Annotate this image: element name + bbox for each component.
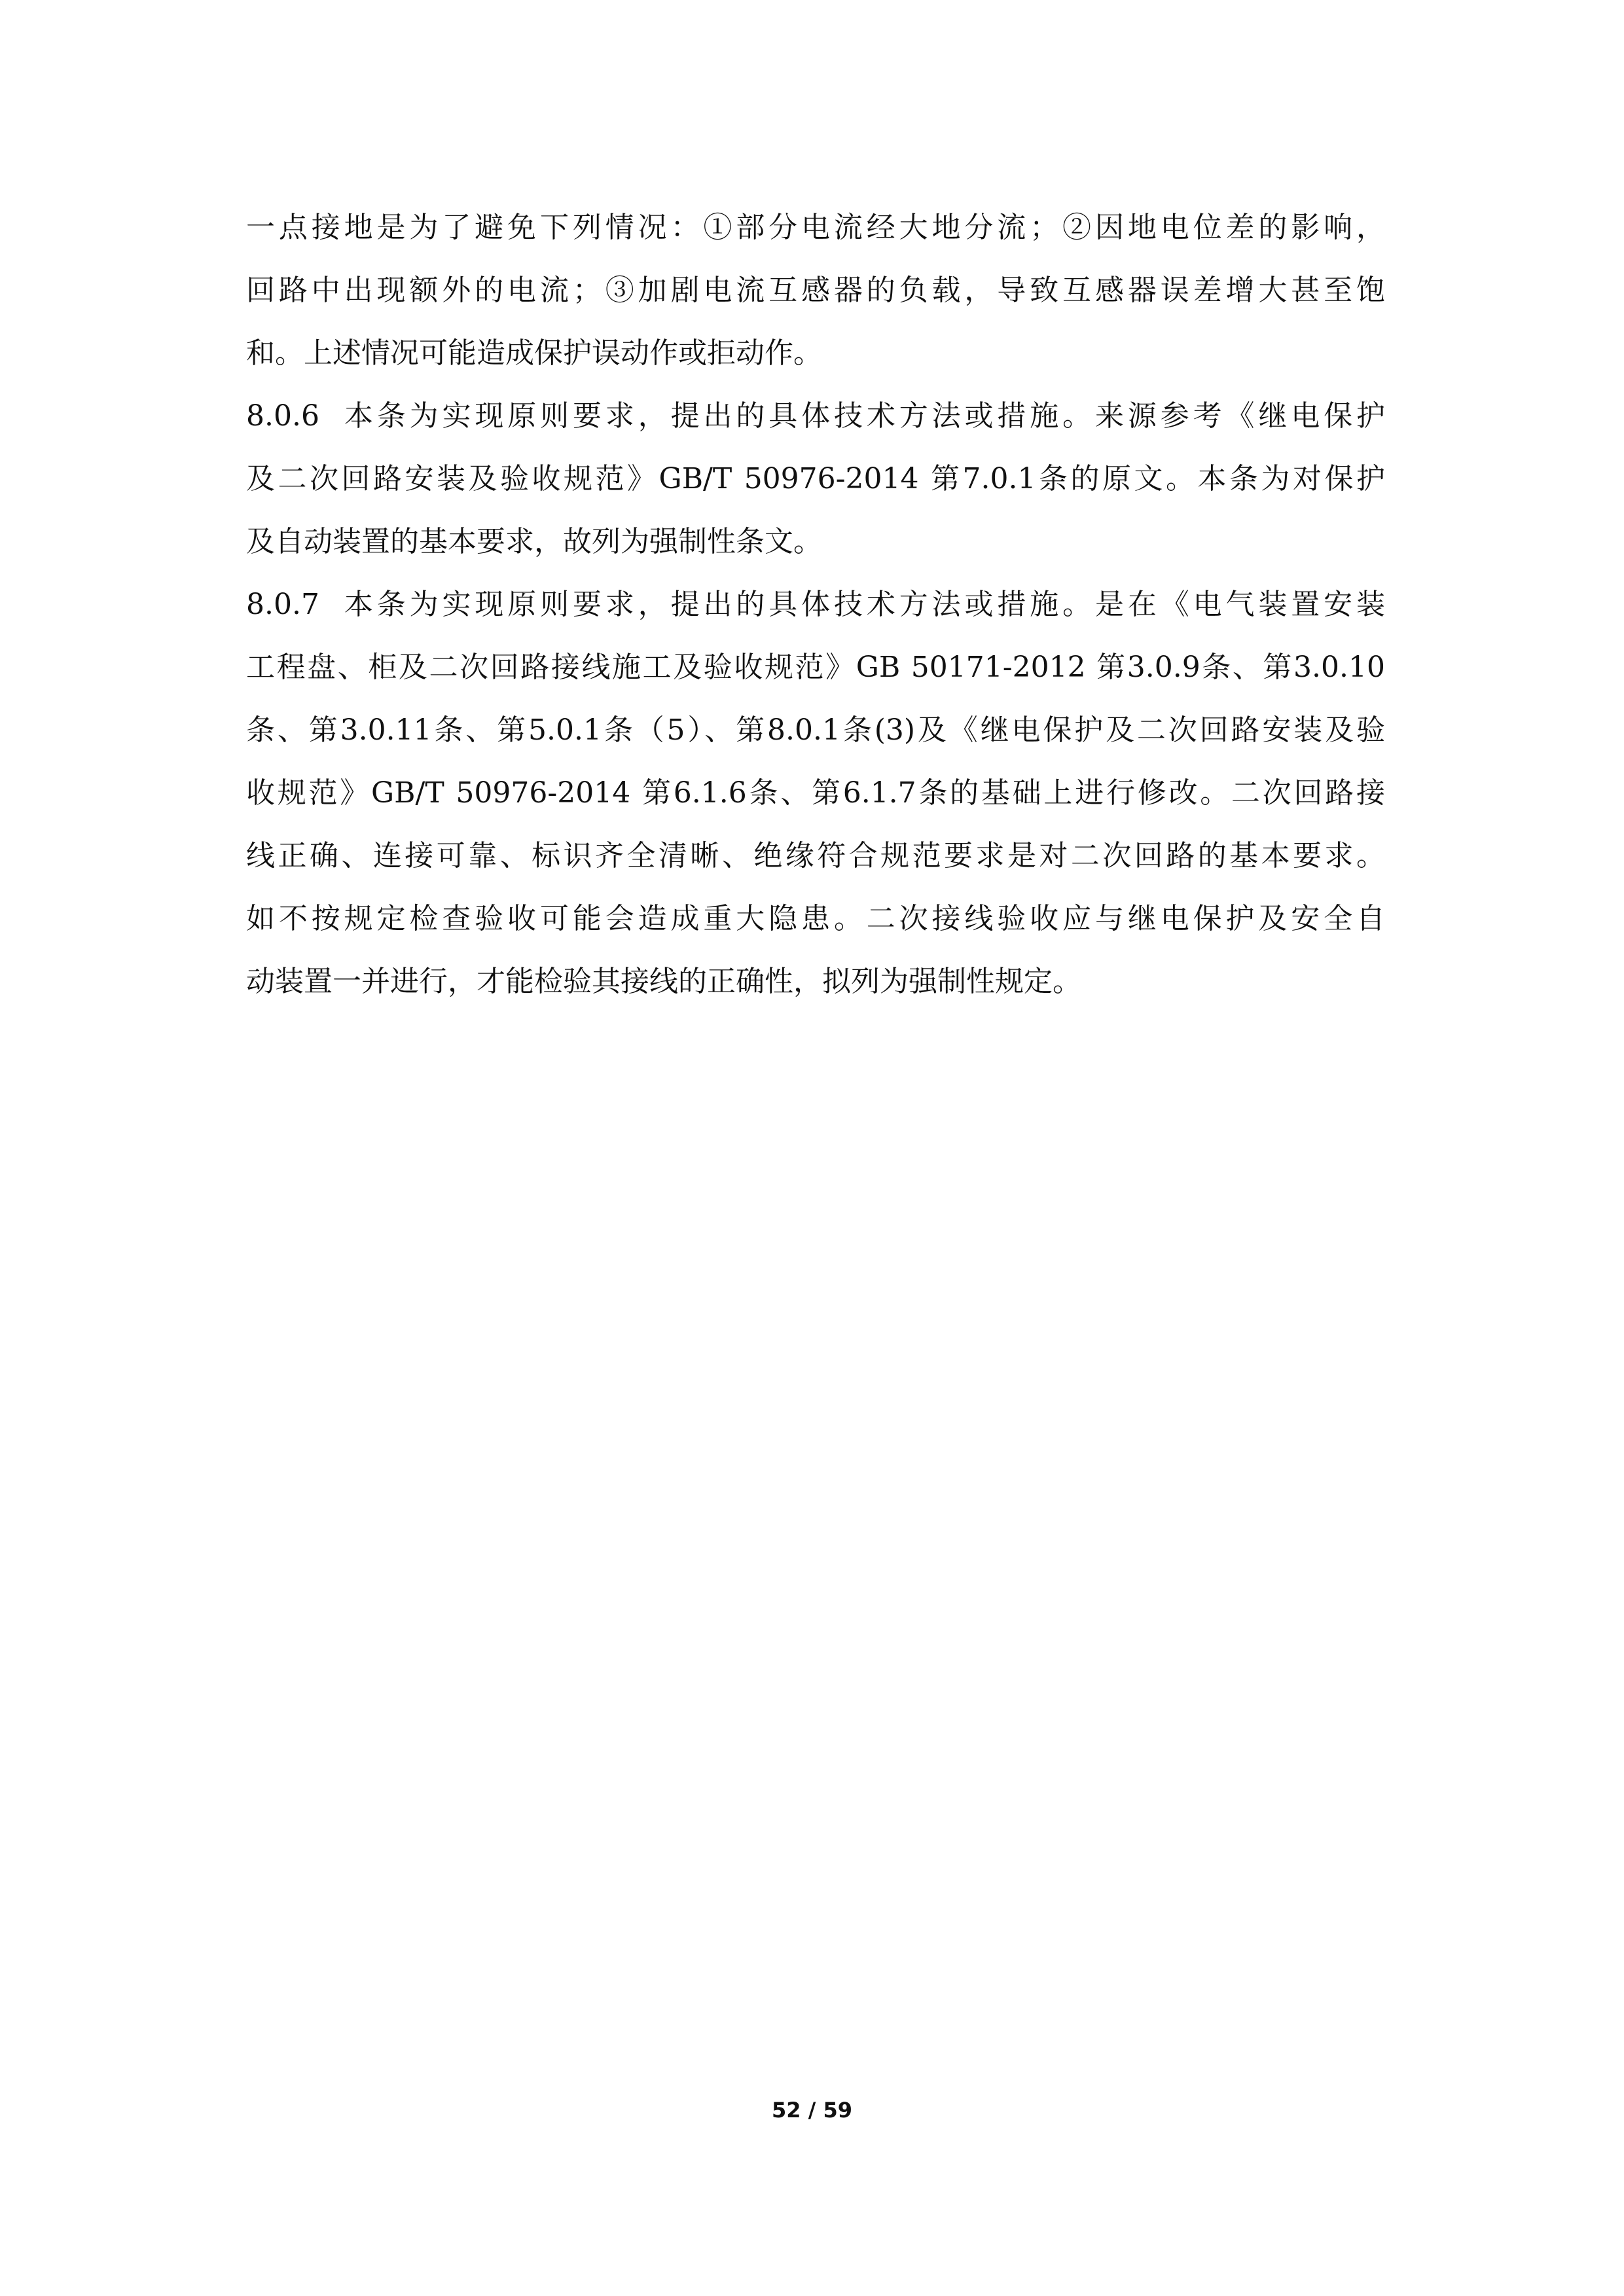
text-line: 回路中出现额外的电流；③加剧电流互感器的负载，导致互感器误差增大甚至饱	[246, 274, 1385, 307]
text-line: 工程盘、柜及二次回路接线施工及验收规范》GB 50171-2012 第3.0.9条、第3.0.10	[246, 651, 1385, 684]
text-line: 动装置一并进行，才能检验其接线的正确性，拟列为强制性规定。	[246, 965, 1081, 998]
text-line: 条、第3.0.11条、第5.0.1条（5）、第8.0.1条(3)及《继电保护及二次回路安装及验	[246, 713, 1385, 747]
text-line: 及自动装置的基本要求，故列为强制性条文。	[246, 525, 822, 558]
clause-number: 8.0.7	[246, 588, 319, 621]
text-line	[246, 573, 1385, 636]
text-line: 和。上述情况可能造成保护误动作或拒动作。	[246, 336, 822, 370]
text-line: 收规范》GB/T 50976-2014 第6.1.6条、第6.1.7条的基础上进行修改。二次回路接	[246, 776, 1385, 810]
page-number: 52 / 59	[771, 2098, 853, 2123]
text-line: 一点接地是为了避免下列情况：①部分电流经大地分流；②因地电位差的影响，	[246, 211, 1385, 244]
paragraph-clause-8-0-7	[246, 573, 1385, 1013]
text-line: 线正确、连接可靠、标识齐全清晰、绝缘符合规范要求是对二次回路的基本要求。	[246, 839, 1385, 872]
clause-text: 本条为实现原则要求，提出的具体技术方法或措施。来源参考《继电保护	[340, 399, 1385, 433]
clause-text: 本条为实现原则要求，提出的具体技术方法或措施。是在《电气装置安装	[340, 588, 1385, 621]
body-text	[246, 196, 1385, 1013]
clause-number: 8.0.6	[246, 399, 319, 433]
paragraph-grounding-explanation	[246, 196, 1385, 385]
text-line: 如不按规定检查验收可能会造成重大隐患。二次接线验收应与继电保护及安全自	[246, 902, 1385, 935]
text-line	[246, 385, 1385, 448]
paragraph-clause-8-0-6	[246, 385, 1385, 573]
text-line: 及二次回路安装及验收规范》GB/T 50976-2014 第7.0.1条的原文。本条为对保护	[246, 462, 1385, 495]
